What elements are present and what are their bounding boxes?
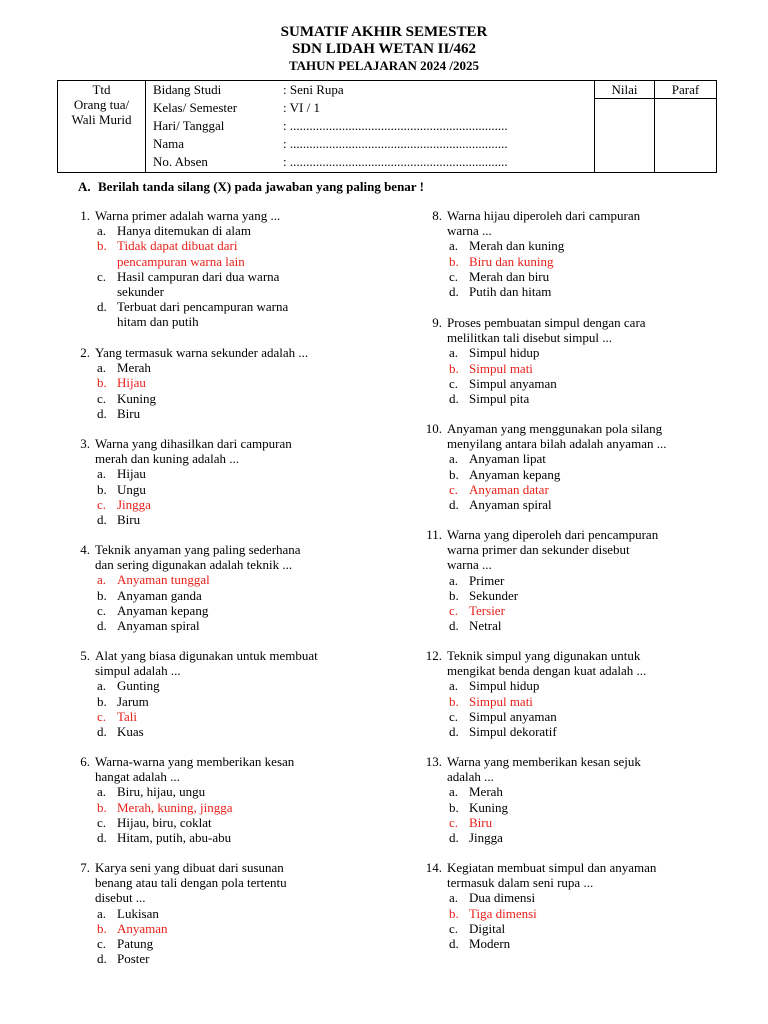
option-letter: c. — [97, 496, 107, 512]
option-letter: a. — [449, 238, 459, 254]
question-text-line: Proses pembuatan simpul dengan cara — [447, 315, 646, 330]
question-text — [447, 421, 720, 451]
option-text-line: sekunder — [117, 284, 164, 300]
option-text-line: Ungu — [117, 481, 146, 497]
option-letter: c. — [449, 481, 459, 497]
option-item[interactable] — [420, 345, 720, 360]
option-letter: b. — [449, 360, 459, 376]
question-text-line: melilitkan tali disebut simpul ... — [447, 330, 613, 346]
question-item — [68, 860, 368, 966]
option-text-line: Putih dan hitam — [469, 284, 552, 300]
teacher-signature-cell — [654, 80, 717, 173]
option-item[interactable] — [420, 451, 720, 466]
option-item[interactable] — [68, 618, 368, 633]
question-number: 7. — [80, 860, 90, 875]
option-text-line: Anyaman — [117, 920, 168, 936]
option-item[interactable] — [420, 709, 720, 724]
question-text-line: Karya seni yang dibuat dari susunan — [95, 860, 284, 875]
option-letter: c. — [449, 375, 459, 391]
option-list — [68, 906, 368, 967]
answer-option[interactable] — [68, 800, 368, 815]
option-item[interactable] — [420, 238, 720, 253]
option-letter: a. — [97, 784, 107, 800]
option-letter: b. — [449, 905, 459, 921]
option-list — [420, 451, 720, 512]
option-letter: d. — [449, 724, 459, 740]
option-item[interactable] — [420, 678, 720, 693]
question-text — [95, 860, 368, 906]
option-text-line: Biru dan kuning — [469, 253, 554, 269]
field-label: Nama — [153, 136, 185, 151]
option-item[interactable] — [68, 951, 368, 966]
option-item[interactable] — [68, 694, 368, 709]
option-letter: d. — [97, 724, 107, 740]
option-text-line: Jingga — [469, 830, 503, 846]
option-text-line: Merah dan kuning — [469, 238, 565, 254]
option-item[interactable] — [420, 800, 720, 815]
question-item — [68, 345, 368, 421]
option-text-line: hitam dan putih — [117, 314, 199, 330]
option-text-line: Tersier — [469, 603, 505, 619]
question-number: 10. — [425, 421, 442, 436]
option-text-line: Merah dan biru — [469, 268, 550, 284]
option-item[interactable] — [420, 391, 720, 406]
answer-option[interactable] — [420, 361, 720, 376]
answer-option[interactable] — [420, 254, 720, 269]
option-letter: d. — [97, 512, 107, 528]
option-item[interactable] — [420, 497, 720, 512]
question-text — [95, 542, 368, 572]
question-text-line: Teknik simpul yang digunakan untuk — [447, 648, 641, 663]
question-number: 3. — [80, 436, 90, 451]
divider — [595, 98, 654, 99]
question-number: 14. — [425, 860, 442, 875]
divider — [655, 98, 716, 99]
option-item[interactable] — [420, 936, 720, 951]
option-list — [420, 345, 720, 406]
option-item[interactable] — [68, 223, 368, 238]
signature-label: Paraf — [671, 82, 700, 97]
option-letter: b. — [97, 587, 107, 603]
answer-option[interactable] — [420, 815, 720, 830]
option-letter: b. — [97, 238, 107, 254]
option-letter: c. — [97, 708, 107, 724]
option-text-line: Modern — [469, 936, 511, 952]
option-item[interactable] — [420, 890, 720, 905]
option-letter: d. — [97, 299, 107, 315]
question-text-line: Warna-warna yang memberikan kesan — [95, 754, 295, 769]
question-text — [447, 208, 720, 238]
question-number: 5. — [80, 648, 90, 663]
question-number: 11. — [426, 527, 442, 542]
option-letter: a. — [449, 784, 459, 800]
option-item[interactable] — [420, 830, 720, 845]
option-item[interactable] — [420, 284, 720, 299]
option-item[interactable] — [68, 299, 368, 329]
question-number: 13. — [425, 754, 442, 769]
option-letter: d. — [449, 284, 459, 300]
answer-option[interactable] — [68, 921, 368, 936]
option-item[interactable] — [68, 815, 368, 830]
option-text-line: Anyaman kepang — [469, 466, 561, 482]
option-item[interactable] — [420, 269, 720, 284]
question-item — [420, 754, 720, 845]
option-text-line: Anyaman tunggal — [117, 572, 210, 588]
option-text-line: Merah — [117, 360, 151, 376]
question-text — [447, 527, 720, 573]
identity-table — [57, 80, 717, 173]
field-value: : VI / 1 — [283, 100, 320, 115]
ttd-label: Ttd — [92, 82, 111, 97]
option-letter: a. — [97, 678, 107, 694]
answer-option[interactable] — [68, 238, 368, 268]
option-item[interactable] — [68, 360, 368, 375]
question-text-line: termasuk dalam seni rupa ... — [447, 875, 594, 891]
option-item[interactable] — [420, 573, 720, 588]
field-value: : ................................................................... — [283, 136, 508, 151]
option-item[interactable] — [420, 784, 720, 799]
option-text-line: Simpul mati — [469, 360, 533, 376]
option-letter: b. — [97, 481, 107, 497]
field-label: No. Absen — [153, 154, 208, 169]
parent-label: Orang tua/ — [73, 97, 130, 112]
instruction-text: Berilah tanda silang (X) pada jawaban yang paling benar ! — [98, 179, 424, 194]
option-letter: d. — [449, 618, 459, 634]
option-letter: c. — [97, 814, 107, 830]
option-item[interactable] — [420, 588, 720, 603]
answer-option[interactable] — [68, 709, 368, 724]
question-text-line: Teknik anyaman yang paling sederhana — [95, 542, 301, 557]
option-item[interactable] — [68, 406, 368, 421]
question-item — [68, 208, 368, 330]
student-info-cell — [145, 80, 595, 173]
answer-option[interactable] — [420, 906, 720, 921]
option-text-line: Hijau — [117, 375, 146, 391]
option-text-line: Hijau — [117, 466, 146, 482]
field-label: Hari/ Tanggal — [153, 118, 225, 133]
section-letter: A. — [78, 179, 91, 194]
question-text-line: Warna yang memberikan kesan sejuk — [447, 754, 641, 769]
option-letter: b. — [97, 799, 107, 815]
question-text-line: merah dan kuning adalah ... — [95, 451, 240, 467]
option-item[interactable] — [420, 618, 720, 633]
option-letter: b. — [97, 920, 107, 936]
option-list — [68, 572, 368, 633]
option-letter: d. — [97, 405, 107, 421]
question-text-line: Kegiatan membuat simpul dan anyaman — [447, 860, 657, 875]
option-letter: a. — [449, 890, 459, 906]
question-text-line: Alat yang biasa digunakan untuk membuat — [95, 648, 318, 663]
option-text-line: Hijau, biru, coklat — [117, 814, 212, 830]
option-text-line: Hasil campuran dari dua warna — [117, 268, 280, 284]
option-letter: a. — [97, 223, 107, 239]
question-text — [95, 208, 368, 223]
option-text-line: Simpul anyaman — [469, 708, 557, 724]
option-text-line: Anyaman lipat — [469, 451, 546, 467]
option-text-line: Simpul hidup — [469, 678, 540, 694]
question-text-line: adalah ... — [447, 769, 494, 785]
option-text-line: Merah, kuning, jingga — [117, 799, 233, 815]
score-label: Nilai — [611, 82, 638, 97]
option-item[interactable] — [68, 678, 368, 693]
option-text-line: Anyaman spiral — [117, 618, 200, 634]
school-year: TAHUN PELAJARAN 2024 /2025 — [288, 58, 480, 73]
question-item — [420, 421, 720, 512]
option-item[interactable] — [68, 588, 368, 603]
option-item[interactable] — [68, 466, 368, 481]
answer-option[interactable] — [68, 375, 368, 390]
option-letter: c. — [449, 708, 459, 724]
option-letter: c. — [449, 603, 459, 619]
question-text-line: simpul adalah ... — [95, 663, 181, 679]
question-item — [420, 315, 720, 406]
option-text-line: Sekunder — [469, 587, 519, 603]
option-letter: c. — [97, 602, 107, 618]
question-item — [420, 208, 720, 299]
question-text-line: menyilang antara bilah adalah anyaman ... — [447, 436, 667, 452]
option-text-line: Biru — [117, 512, 141, 528]
option-text-line: Merah — [469, 784, 503, 800]
option-item[interactable] — [420, 921, 720, 936]
option-text-line: Simpul hidup — [469, 345, 540, 361]
option-item[interactable] — [68, 936, 368, 951]
answer-option[interactable] — [68, 497, 368, 512]
question-item — [68, 436, 368, 527]
question-text — [95, 754, 368, 784]
question-number: 2. — [80, 345, 90, 360]
question-text-line: mengikat benda dengan kuat adalah ... — [447, 663, 647, 679]
option-list — [420, 890, 720, 951]
question-number: 9. — [432, 315, 442, 330]
option-item[interactable] — [420, 724, 720, 739]
question-text-line: dan sering digunakan adalah teknik ... — [95, 557, 293, 573]
question-item — [420, 860, 720, 951]
option-letter: a. — [449, 451, 459, 467]
option-letter: a. — [97, 572, 107, 588]
question-text-line: Warna yang diperoleh dari pencampuran — [447, 527, 659, 542]
option-item[interactable] — [68, 830, 368, 845]
option-list — [420, 678, 720, 739]
option-letter: a. — [97, 905, 107, 921]
option-letter: a. — [449, 345, 459, 361]
question-item — [420, 648, 720, 739]
question-text-line: benang atau tali dengan pola tertentu — [95, 875, 287, 891]
question-item — [68, 542, 368, 633]
option-letter: b. — [449, 587, 459, 603]
option-letter: b. — [449, 253, 459, 269]
option-letter: d. — [97, 618, 107, 634]
option-text-line: Gunting — [117, 678, 160, 694]
option-letter: c. — [97, 390, 107, 406]
option-list — [420, 573, 720, 634]
question-item — [68, 754, 368, 845]
question-number: 8. — [432, 208, 442, 223]
option-letter: d. — [449, 936, 459, 952]
option-letter: d. — [97, 830, 107, 846]
question-text — [447, 648, 720, 678]
guardian-label: Wali Murid — [71, 112, 132, 127]
question-text — [447, 754, 720, 784]
option-text-line: Lukisan — [117, 905, 159, 921]
option-text-line: Tidak dapat dibuat dari — [117, 238, 238, 254]
option-item[interactable] — [68, 603, 368, 618]
option-text-line: Netral — [469, 618, 502, 634]
question-number: 6. — [80, 754, 90, 769]
option-text-line: Simpul dekoratif — [469, 724, 557, 740]
option-list — [420, 784, 720, 845]
option-text-line: Tiga dimensi — [469, 905, 537, 921]
option-letter: d. — [449, 497, 459, 513]
option-letter: b. — [449, 693, 459, 709]
exam-title: SUMATIF AKHIR SEMESTER — [280, 24, 488, 40]
answer-option[interactable] — [420, 694, 720, 709]
field-value: : Seni Rupa — [283, 82, 344, 97]
option-text-line: Kuas — [117, 724, 144, 740]
option-text-line: Anyaman kepang — [117, 602, 209, 618]
option-text-line: Simpul pita — [469, 391, 530, 407]
answer-option[interactable] — [68, 572, 368, 587]
option-letter: d. — [449, 830, 459, 846]
option-text-line: Kuning — [469, 799, 508, 815]
option-letter: a. — [449, 678, 459, 694]
field-label: Bidang Studi — [153, 82, 222, 97]
field-label: Kelas/ Semester — [153, 100, 238, 115]
option-item[interactable] — [68, 512, 368, 527]
option-letter: b. — [449, 466, 459, 482]
question-text-line: hangat adalah ... — [95, 769, 180, 785]
option-text-line: Biru — [469, 814, 493, 830]
question-text — [95, 648, 368, 678]
question-text-line: Anyaman yang menggunakan pola silang — [447, 421, 663, 436]
question-item — [68, 648, 368, 739]
option-text-line: Biru — [117, 405, 141, 421]
option-text-line: Hitam, putih, abu-abu — [117, 830, 232, 846]
option-letter: a. — [97, 466, 107, 482]
option-item[interactable] — [68, 391, 368, 406]
option-item[interactable] — [68, 784, 368, 799]
question-text-line: disebut ... — [95, 890, 146, 906]
question-text-line: warna primer dan sekunder disebut — [447, 542, 630, 558]
option-list — [420, 238, 720, 299]
instruction — [78, 179, 424, 194]
parent-signature-cell — [57, 80, 146, 173]
option-letter: d. — [97, 951, 107, 967]
question-number: 12. — [425, 648, 442, 663]
option-letter: b. — [449, 799, 459, 815]
answer-option[interactable] — [420, 603, 720, 618]
option-letter: c. — [449, 920, 459, 936]
question-text-line: warna ... — [447, 557, 492, 573]
question-text-line: Warna hijau diperoleh dari campuran — [447, 208, 641, 223]
option-text-line: Simpul anyaman — [469, 375, 557, 391]
option-list — [68, 678, 368, 739]
option-text-line: Anyaman spiral — [469, 497, 552, 513]
score-cell — [594, 80, 655, 173]
option-item[interactable] — [420, 376, 720, 391]
school-name: SDN LIDAH WETAN II/462 — [291, 41, 477, 57]
option-letter: a. — [97, 360, 107, 376]
field-value: : ................................................................... — [283, 118, 508, 133]
question-number: 1. — [80, 208, 90, 223]
option-text-line: pencampuran warna lain — [117, 253, 245, 269]
option-text-line: Hanya ditemukan di alam — [117, 223, 251, 239]
option-text-line: Tali — [117, 708, 138, 724]
option-text-line: Digital — [469, 920, 506, 936]
option-text-line: Poster — [117, 951, 150, 967]
option-letter: c. — [449, 814, 459, 830]
option-letter: d. — [449, 391, 459, 407]
option-letter: a. — [449, 572, 459, 588]
option-text-line: Patung — [117, 936, 154, 952]
option-text-line: Biru, hijau, ungu — [117, 784, 206, 800]
option-list — [68, 784, 368, 845]
option-letter: b. — [97, 693, 107, 709]
answer-option[interactable] — [420, 482, 720, 497]
question-item — [420, 527, 720, 633]
option-text-line: Kuning — [117, 390, 156, 406]
option-text-line: Primer — [469, 572, 505, 588]
option-item[interactable] — [68, 269, 368, 299]
question-text-line: Yang termasuk warna sekunder adalah ... — [95, 345, 309, 360]
question-text-line: Warna yang dihasilkan dari campuran — [95, 436, 292, 451]
option-text-line: Simpul mati — [469, 693, 533, 709]
option-item[interactable] — [68, 482, 368, 497]
option-item[interactable] — [68, 724, 368, 739]
option-letter: c. — [97, 268, 107, 284]
option-text-line: Anyaman ganda — [117, 587, 202, 603]
option-item[interactable] — [420, 467, 720, 482]
question-text — [447, 315, 720, 345]
option-letter: b. — [97, 375, 107, 391]
option-text-line: Jingga — [117, 496, 151, 512]
option-text-line: Dua dimensi — [469, 890, 536, 906]
option-text-line: Anyaman datar — [469, 481, 549, 497]
option-text-line: Jarum — [117, 693, 149, 709]
question-text-line: warna ... — [447, 223, 492, 239]
question-text — [447, 860, 720, 890]
field-value: : ................................................................... — [283, 154, 508, 169]
option-text-line: Terbuat dari pencampuran warna — [117, 299, 289, 315]
question-text-line: Warna primer adalah warna yang ... — [95, 208, 281, 223]
option-list — [68, 466, 368, 527]
option-list — [68, 360, 368, 421]
question-text — [95, 345, 368, 360]
option-letter: c. — [449, 268, 459, 284]
option-item[interactable] — [68, 906, 368, 921]
option-list — [68, 223, 368, 329]
question-text — [95, 436, 368, 466]
question-number: 4. — [80, 542, 90, 557]
option-letter: c. — [97, 936, 107, 952]
